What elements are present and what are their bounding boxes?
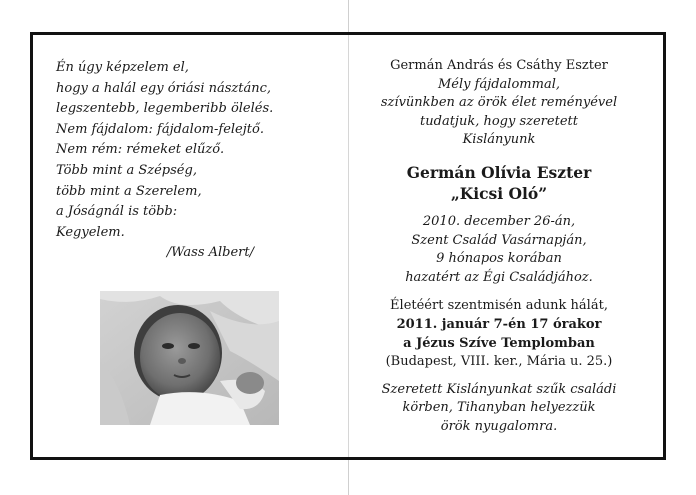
death-line: 2010. december 26-án,	[422, 213, 576, 229]
baby-photo-image	[100, 291, 279, 425]
mass-place: a Jézus Szíve Templomban	[403, 335, 595, 351]
closing-line: körben, Tihanyban helyezzük	[402, 400, 596, 416]
poem-line: Nem fájdalom: fájdalom-felejtő.	[56, 121, 264, 137]
intro-line: tudatjuk, hogy szeretett	[420, 113, 578, 129]
mass-date: 2011. január 7-én 17 órakor	[396, 316, 602, 332]
deceased-name: Germán Olívia Eszter	[406, 162, 592, 182]
intro-line: Mély fájdalommal,	[438, 76, 560, 92]
death-line: 9 hónapos korában	[436, 251, 562, 267]
intro-line: Kislányunk	[462, 132, 536, 148]
death-line: hazatért az Égi Családjához.	[405, 269, 593, 285]
death-line: Szent Család Vasárnapján,	[411, 232, 587, 248]
poem-line: több mint a Szerelem,	[56, 183, 202, 199]
poem-line: Én úgy képzelem el,	[56, 60, 189, 75]
card-center-fold	[348, 35, 349, 457]
parents-names: Germán András és Csáthy Eszter	[390, 58, 608, 73]
poem-line: Nem rém: rémeket elűző.	[56, 142, 225, 158]
poem-line: Kegyelem.	[56, 224, 125, 240]
intro-line: szívünkben az örök élet reményével	[380, 95, 618, 111]
closing-line: Szeretett Kislányunkat szűk családi	[381, 381, 617, 397]
poem-author: /Wass Albert/	[166, 245, 254, 261]
poem-line: hogy a halál egy óriási násztánc,	[56, 80, 272, 96]
poem-line: a Jóságnál is több:	[56, 204, 178, 220]
poem-block	[56, 58, 316, 264]
deceased-nickname: „Kicsi Oló”	[450, 183, 548, 203]
obituary-notice	[370, 57, 628, 437]
baby-photo	[100, 291, 279, 425]
poem-line: Több mint a Szépség,	[56, 162, 197, 178]
mass-address: (Budapest, VIII. ker., Mária u. 25.)	[385, 354, 613, 370]
closing-line: örök nyugalomra.	[440, 418, 558, 434]
mass-intro: Életéért szentmisén adunk hálát,	[390, 298, 608, 314]
poem-line: legszentebb, legemberibb ölelés.	[56, 101, 274, 117]
